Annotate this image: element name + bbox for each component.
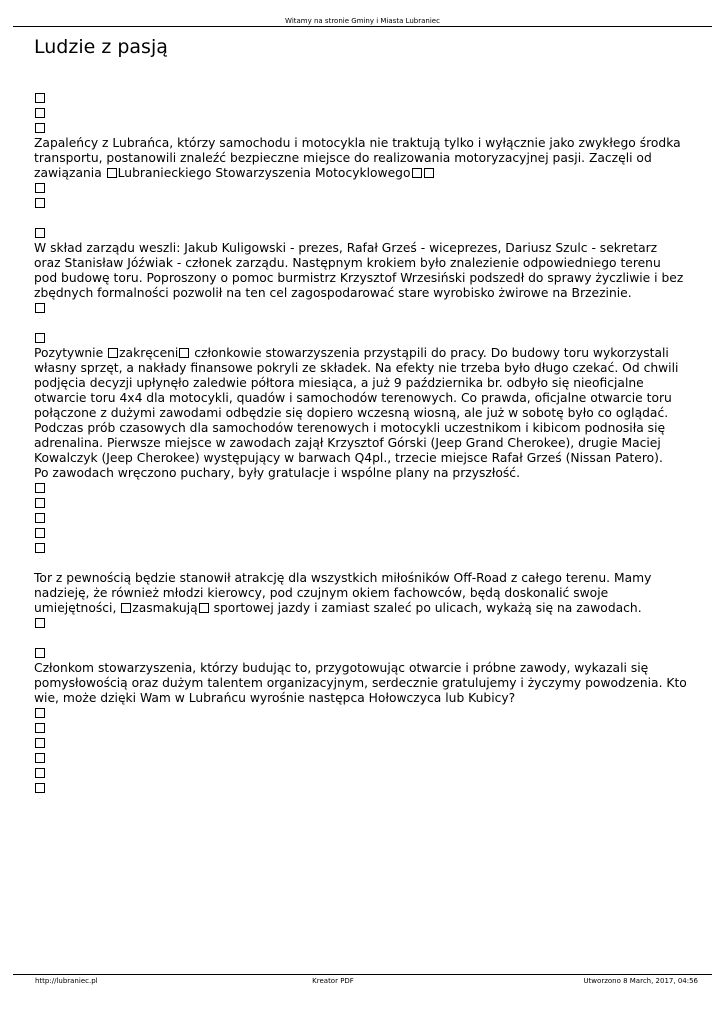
box-line	[34, 196, 690, 211]
missing-glyph-box	[424, 168, 434, 178]
paragraph-gap	[34, 316, 690, 331]
paragraph-gap	[34, 211, 690, 226]
missing-glyph-box	[412, 168, 422, 178]
box-line	[34, 541, 690, 556]
text-line: Po zawodach wręczono puchary, były gratulacje i wspólne plany na przyszłość.	[34, 466, 520, 480]
text-line: Podczas prób czasowych dla samochodów terenowych i motocykli uczestnikom i kibicom podnosiła się	[34, 421, 666, 435]
paragraph-gap	[34, 556, 690, 571]
box-line	[34, 616, 690, 631]
text-line: pomysłowością oraz dużym talentem organizacyjnym, serdecznie gratulujemy i życzymy powodzenia. Kto	[34, 676, 687, 690]
page-footer	[13, 974, 712, 989]
missing-glyph-box	[199, 603, 209, 613]
text-line: własny sprzęt, a nakłady finansowe pokryli ze składek. Na efekty nie trzeba było długo czekać. Od chwili	[34, 361, 679, 375]
box-line	[34, 526, 690, 541]
text-line: wie, może dzięki Wam w Lubrańcu wyrośnie następca Hołowczyca lub Kubicy?	[34, 691, 516, 705]
footer-created: Utworzono 8 March, 2017, 04:56	[583, 977, 698, 985]
box-line	[34, 226, 690, 241]
text-line: połączone z dużymi zawodami odbędzie się dopiero wczesną wiosną, ale już w sobotę było co oglądać.	[34, 406, 669, 420]
missing-glyph-box	[35, 528, 45, 538]
box-line	[34, 766, 690, 781]
text-line: Zapaleńcy z Lubrańca, którzy samochodu i motocykla nie traktują tylko i wyłącznie jako zwykłego środka	[34, 136, 681, 150]
text-line: umiejętności, zasmakują sportowej jazdy i zamiast szaleć po ulicach, wykażą się na zawodach.	[34, 601, 642, 615]
text-line: W skład zarządu weszli: Jakub Kuligowski - prezes, Rafał Grześ - wiceprezes, Dariusz Szulc - sekretarz	[34, 241, 658, 255]
missing-glyph-box	[35, 183, 45, 193]
box-line	[34, 301, 690, 316]
box-line	[34, 736, 690, 751]
missing-glyph-box	[35, 783, 45, 793]
missing-glyph-box	[35, 648, 45, 658]
missing-glyph-box	[107, 168, 117, 178]
box-line	[34, 331, 690, 346]
text-line: nadzieję, że również młodzi kierowcy, pod czujnym okiem fachowców, będą doskonalić swoje	[34, 586, 609, 600]
missing-glyph-box	[35, 513, 45, 523]
box-line	[34, 91, 690, 106]
paragraph-gap	[34, 631, 690, 646]
text-line: zawiązania Lubranieckiego Stowarzyszenia Motocyklowego	[34, 166, 690, 181]
footer-generator: Kreator PDF	[312, 977, 354, 985]
text-line: Tor z pewnością będzie stanowił atrakcję dla wszystkich miłośników Off-Road z całego terenu. Mamy	[34, 571, 652, 585]
missing-glyph-box	[35, 303, 45, 313]
header-text: Witamy na stronie Gminy i Miasta Lubraniec	[285, 17, 440, 25]
missing-glyph-box	[35, 93, 45, 103]
box-line	[34, 481, 690, 496]
box-line	[34, 781, 690, 796]
text-line: Pozytywnie zakręceni członkowie stowarzyszenia przystąpili do pracy. Do budowy toru wykorzystali	[34, 346, 669, 360]
missing-glyph-box	[35, 768, 45, 778]
text-line: Członkom stowarzyszenia, którzy budując to, przygotowując otwarcie i próbne zawody, wykazali się	[34, 661, 649, 675]
text-line: transportu, postanowili znaleźć bezpieczne miejsce do realizowania motoryzacyjnej pasji. Zaczęli od	[34, 151, 652, 165]
missing-glyph-box	[35, 123, 45, 133]
box-line	[34, 121, 690, 136]
page-title: Ludzie z pasją	[34, 36, 168, 58]
missing-glyph-box	[35, 498, 45, 508]
missing-glyph-box	[35, 738, 45, 748]
missing-glyph-box	[35, 708, 45, 718]
box-line	[34, 751, 690, 766]
text-line: Kowalczyk (Jeep Cherokee) występujący w barwach Q4pl., trzecie miejsce Rafał Grześ (Nissan Patero).	[34, 451, 663, 465]
missing-glyph-box	[35, 618, 45, 628]
box-line	[34, 511, 690, 526]
page-header	[13, 0, 712, 27]
box-line	[34, 721, 690, 736]
missing-glyph-box	[35, 198, 45, 208]
box-line	[34, 106, 690, 121]
missing-glyph-box	[35, 723, 45, 733]
text-line: oraz Stanisław Jóźwiak - członek zarządu. Następnym krokiem było znalezienie odpowiedniego terenu	[34, 256, 661, 270]
missing-glyph-box	[35, 333, 45, 343]
text-line: adrenalina. Pierwsze miejsce w zawodach zajął Krzysztof Górski (Jeep Grand Cherokee), drugie Maciej	[34, 436, 661, 450]
box-line	[34, 646, 690, 661]
article-body	[34, 91, 690, 796]
footer-url: http://lubraniec.pl	[35, 977, 98, 985]
box-line	[34, 181, 690, 196]
text-line: podjęcia decyzji upłynęło zaledwie półtora miesiąca, a już 9 października br. odbyło się nieoficjalne	[34, 376, 644, 390]
missing-glyph-box	[35, 228, 45, 238]
missing-glyph-box	[35, 108, 45, 118]
text-line: pod budowę toru. Poproszony o pomoc burmistrz Krzysztof Wrzesiński podszedł do sprawy życzliwie i bez	[34, 271, 684, 285]
missing-glyph-box	[35, 753, 45, 763]
text-line: zbędnych formalności pozwolił na ten cel zagospodarować stare wyrobisko żwirowe na Brzezinie.	[34, 286, 632, 300]
missing-glyph-box	[35, 483, 45, 493]
box-line	[34, 706, 690, 721]
missing-glyph-box	[121, 603, 131, 613]
box-line	[34, 496, 690, 511]
text-line: otwarcie toru 4x4 dla motocykli, quadów i samochodów terenowych. Co prawda, oficjalne otwarcie toru	[34, 391, 672, 405]
missing-glyph-box	[35, 543, 45, 553]
missing-glyph-box	[108, 348, 118, 358]
missing-glyph-box	[179, 348, 189, 358]
